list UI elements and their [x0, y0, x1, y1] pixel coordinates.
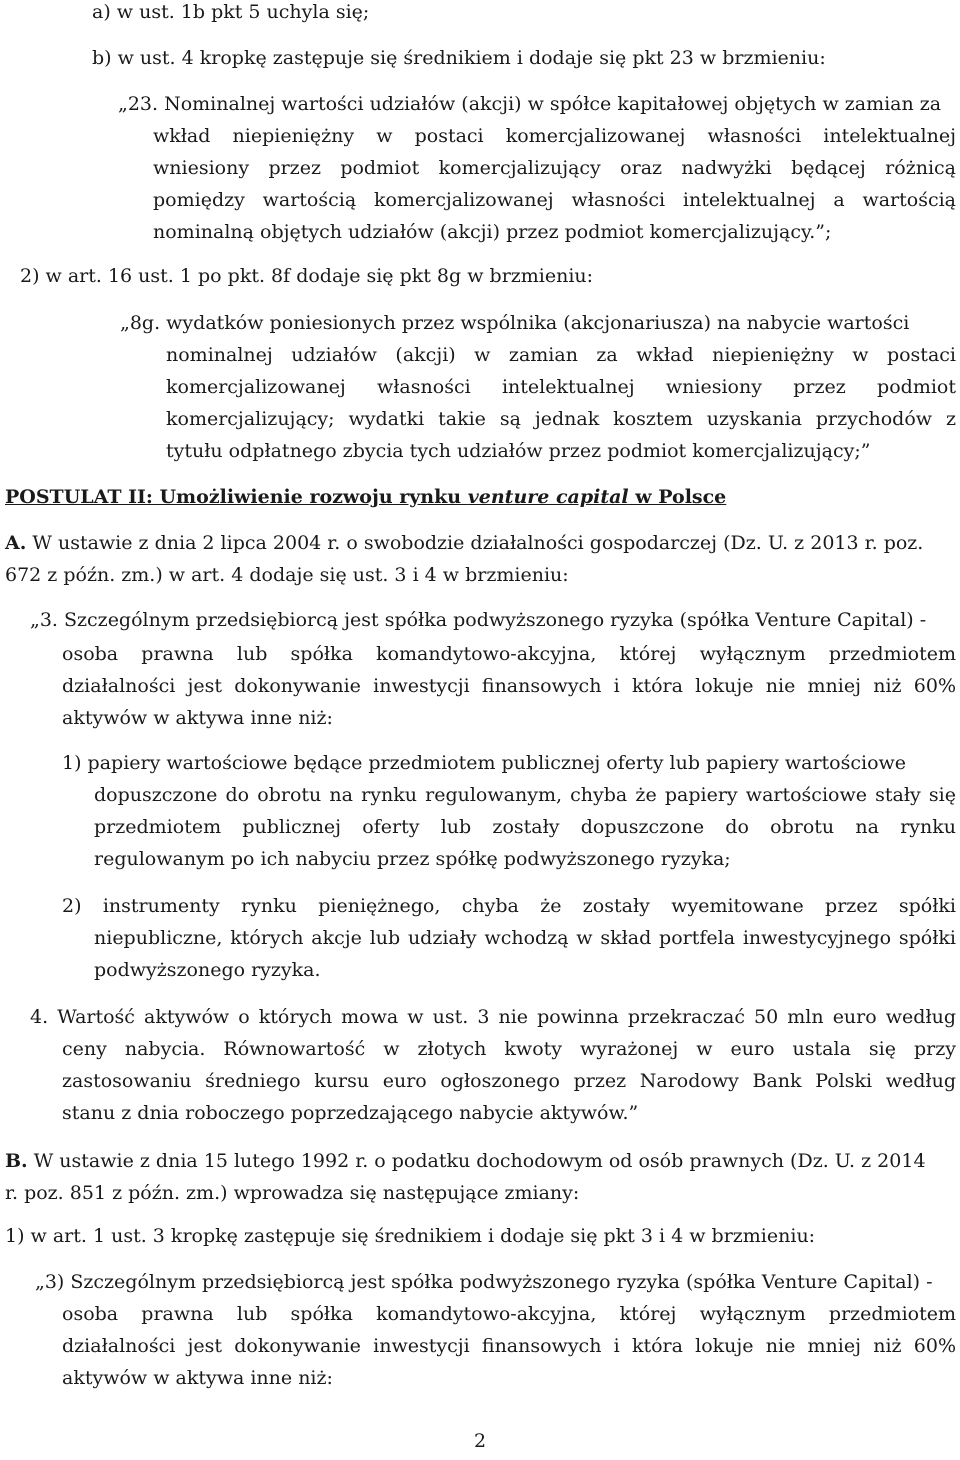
- item-b-line: b) w ust. 4 kropkę zastępuje się średnikiem i dodaje się pkt 23 w brzmieniu:: [92, 47, 826, 69]
- section-b-line-1: [5, 1145, 926, 1177]
- section-b-line-2: r. poz. 851 z późn. zm.) wprowadza się następujące zmiany:: [5, 1182, 580, 1204]
- ust3-item-2-line-1: 2) instrumenty rynku pieniężnego, chyba że zostały wyemitowane przez spółki: [62, 895, 956, 917]
- quote-8g-line-3: komercjalizowanej własności intelektualnej wniesiony przez podmiot: [166, 376, 956, 398]
- section-a-line-2: 672 z późn. zm.) w art. 4 dodaje się ust. 3 i 4 w brzmieniu:: [5, 564, 569, 586]
- page-number: 2: [473, 1430, 487, 1452]
- postulat-heading-italic: venture capital: [467, 486, 629, 508]
- ust3-item-1-line-3: przedmiotem publicznej oferty lub zostały dopuszczone do obrotu na rynku: [94, 816, 956, 838]
- ust4-line-3: zastosowaniu średniego kursu euro ogłoszonego przez Narodowy Bank Polski według: [62, 1070, 956, 1092]
- section-b-item-1: 1) w art. 1 ust. 3 kropkę zastępuje się średnikiem i dodaje się pkt 3 i 4 w brzmieniu:: [5, 1225, 816, 1247]
- quote-23-line-1: „23. Nominalnej wartości udziałów (akcji) w spółce kapitałowej objętych w zamian za: [118, 93, 942, 115]
- ust4-line-1: 4. Wartość aktywów o których mowa w ust. 3 nie powinna przekraczać 50 mln euro według: [30, 1006, 956, 1028]
- section-b-marker: B.: [5, 1150, 28, 1172]
- pkt3-line-2: osoba prawna lub spółka komandytowo-akcyjna, której wyłącznym przedmiotem: [62, 1303, 956, 1325]
- ust3-item-2-line-3: podwyższonego ryzyka.: [94, 959, 321, 981]
- quote-8g-line-5: tytułu odpłatnego zbycia tych udziałów przez podmiot komercjalizujący;”: [166, 440, 871, 462]
- pkt3-line-1: „3) Szczególnym przedsiębiorcą jest spółka podwyższonego ryzyka (spółka Venture Capital) -: [35, 1271, 933, 1293]
- quote-8g-line-4: komercjalizujący; wydatki takie są jednak kosztem uzyskania przychodów z: [166, 408, 956, 430]
- quote-23-line-2: wkład niepieniężny w postaci komercjalizowanej własności intelektualnej: [153, 125, 956, 147]
- section-a-line-1: [5, 527, 923, 559]
- ust3-line-2: osoba prawna lub spółka komandytowo-akcyjna, której wyłącznym przedmiotem: [62, 643, 956, 665]
- section-a-marker: A.: [5, 532, 27, 554]
- pkt3-line-3: działalności jest dokonywanie inwestycji finansowych i która lokuje nie mniej niż 60%: [62, 1335, 956, 1357]
- section-b-text: W ustawie z dnia 15 lutego 1992 r. o podatku dochodowym od osób prawnych (Dz. U. z 2014: [27, 1150, 926, 1172]
- section-a-text: W ustawie z dnia 2 lipca 2004 r. o swobodzie działalności gospodarczej (Dz. U. z 2013 r. poz.: [26, 532, 924, 554]
- ust4-line-2: ceny nabycia. Równowartość w złotych kwoty wyrażonej w euro ustala się przy: [62, 1038, 956, 1060]
- item-2-line: 2) w art. 16 ust. 1 po pkt. 8f dodaje się pkt 8g w brzmieniu:: [20, 265, 594, 287]
- quote-23-line-5: nominalną objętych udziałów (akcji) przez podmiot komercjalizujący.”;: [153, 221, 832, 243]
- postulat-heading: [5, 481, 726, 513]
- ust3-item-1-line-4: regulowanym po ich nabyciu przez spółkę podwyższonego ryzyka;: [94, 848, 731, 870]
- quote-23-line-3: wniesiony przez podmiot komercjalizujący oraz nadwyżki będącej różnicą: [153, 157, 956, 179]
- ust3-line-1: „3. Szczególnym przedsiębiorcą jest spółka podwyższonego ryzyka (spółka Venture Capital) -: [30, 609, 927, 631]
- ust3-item-1-line-1: 1) papiery wartościowe będące przedmiotem publicznej oferty lub papiery wartościowe: [62, 752, 907, 774]
- ust4-line-4: stanu z dnia roboczego poprzedzającego nabycie aktywów.”: [62, 1102, 639, 1124]
- ust3-item-2-line-2: niepubliczne, których akcje lub udziały wchodzą w skład portfela inwestycyjnego spółki: [94, 927, 956, 949]
- ust3-line-4: aktywów w aktywa inne niż:: [62, 707, 333, 729]
- quote-23-line-4: pomiędzy wartością komercjalizowanej własności intelektualnej a wartością: [153, 189, 956, 211]
- pkt3-line-4: aktywów w aktywa inne niż:: [62, 1367, 333, 1389]
- postulat-heading-part2: w Polsce: [628, 486, 727, 508]
- postulat-heading-part1: POSTULAT II: Umożliwienie rozwoju rynku: [5, 486, 468, 508]
- quote-8g-line-2: nominalnej udziałów (akcji) w zamian za wkład niepieniężny w postaci: [166, 344, 956, 366]
- item-a-line: a) w ust. 1b pkt 5 uchyla się;: [92, 1, 370, 23]
- ust3-item-1-line-2: dopuszczone do obrotu na rynku regulowanym, chyba że papiery wartościowe stały się: [94, 784, 956, 806]
- ust3-line-3: działalności jest dokonywanie inwestycji finansowych i która lokuje nie mniej niż 60%: [62, 675, 956, 697]
- quote-8g-line-1: „8g. wydatków poniesionych przez wspólnika (akcjonariusza) na nabycie wartości: [120, 312, 910, 334]
